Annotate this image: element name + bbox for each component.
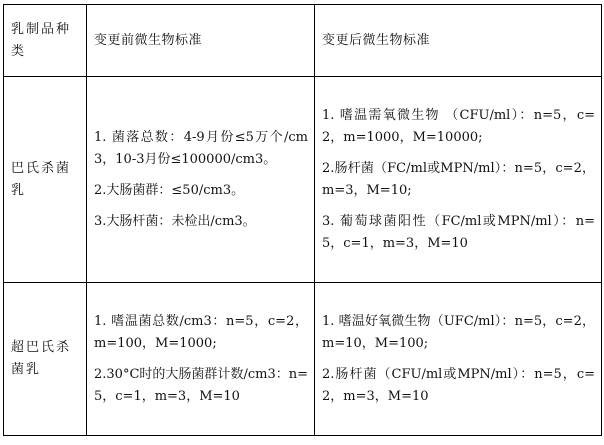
category-cell: 巴氏杀菌乳: [4, 77, 87, 283]
after-item: 1. 嗜温需氧微生物 （CFU/ml）：n=5，c=2，m=1000，M=10000;: [322, 107, 595, 145]
before-item: 1. 嗜温菌总数/cm3：n=5，c=2，m=100，M=1000;: [94, 313, 308, 351]
table-row-ultra-pasteurized-milk: [4, 283, 602, 436]
before-standard-cell: [87, 283, 315, 436]
table-header-row: [4, 5, 602, 77]
after-standard-cell: [315, 283, 602, 436]
category-cell: 超巴氏杀菌乳: [4, 283, 87, 436]
after-item: 2.肠杆菌（CFU/ml或MPN/ml）：n=5，c=2，m=3，M=10: [322, 366, 595, 404]
table-row-pasteurized-milk: [4, 77, 602, 283]
before-item: 2.30°C时的大肠菌群计数/cm3：n=5，c=1，m=3，M=10: [94, 366, 308, 404]
after-item: 2.肠杆菌（FC/ml或MPN/ml）：n=5，c=2，m=3，M=10;: [322, 160, 595, 198]
header-dairy-type: 乳制品种类: [4, 5, 87, 77]
microbial-standards-table: [3, 4, 602, 436]
before-item: 2.大肠菌群：≤50/cm3。: [94, 182, 245, 198]
header-before-standard: 变更前微生物标准: [87, 5, 315, 77]
before-standard-cell: [87, 77, 315, 283]
after-item: 1. 嗜温好氧微生物（UFC/ml）：n=5，c=2，m=10，M=100;: [322, 313, 595, 351]
header-after-standard: 变更后微生物标准: [315, 5, 602, 77]
before-item: 1. 菌落总数：4-9月份≤5万个/cm3，10-3月份≤100000/cm3。: [94, 129, 308, 167]
after-standard-cell: [315, 77, 602, 283]
after-item: 3. 葡萄球菌阳性（FC/ml或MPN/ml）：n=5，c=1，m=3，M=10: [322, 213, 595, 251]
before-item: 3.大肠杆菌：未检出/cm3。: [94, 213, 256, 229]
